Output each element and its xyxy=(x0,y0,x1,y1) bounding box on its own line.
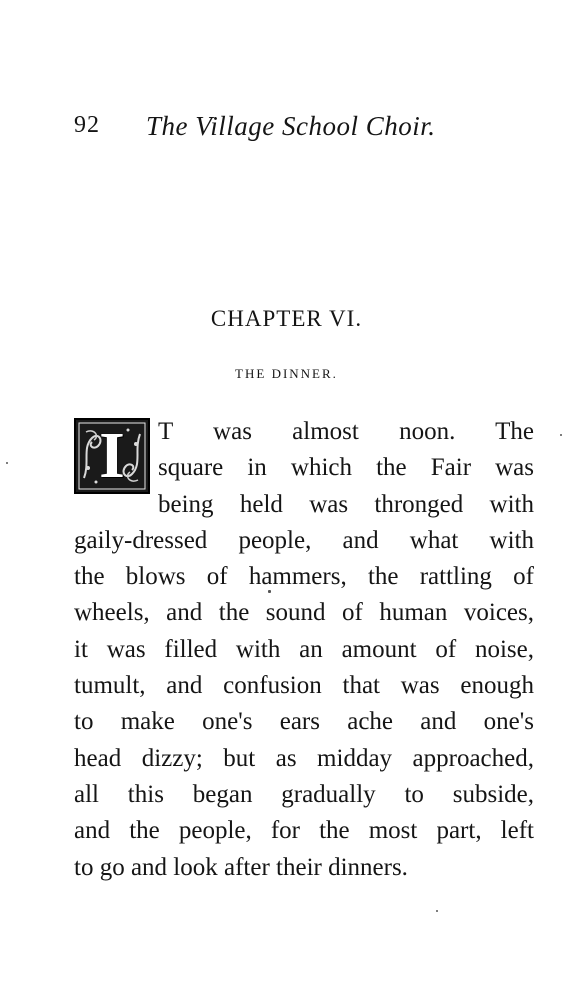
ink-speck xyxy=(436,910,438,912)
running-head xyxy=(74,112,474,146)
text-line: the blows of hammers, the rattling of xyxy=(74,563,534,591)
text-line: being held was thronged with xyxy=(158,490,534,518)
page-number: 92 xyxy=(74,112,100,138)
drop-cap xyxy=(74,418,150,494)
chapter-heading: CHAPTER VI. xyxy=(210,306,363,331)
text-line: head dizzy; but as midday approached, xyxy=(74,744,534,772)
chapter-subheading: THE DINNER. xyxy=(235,366,338,381)
text-line: and the people, for the most part, left xyxy=(74,817,534,845)
ink-speck xyxy=(6,462,8,464)
text-line: tumult, and confusion that was enough xyxy=(74,672,534,700)
drop-cap-letter: I xyxy=(99,419,125,492)
text-line: wheels, and the sound of human voices, xyxy=(74,599,534,627)
text-line: to go and look after their dinners. xyxy=(74,853,408,881)
text-line: it was filled with an amount of noise, xyxy=(74,635,534,663)
text-line: to make one's ears ache and one's xyxy=(74,708,534,736)
ink-speck xyxy=(560,434,562,436)
text-line: square in which the Fair was xyxy=(158,454,534,482)
running-title: The Village School Choir. xyxy=(146,111,436,141)
text-line: gaily-dressed people, and what with xyxy=(74,526,534,554)
ink-speck xyxy=(268,590,271,593)
text-line: all this began gradually to subside, xyxy=(74,780,534,808)
text-line: T was almost noon. The xyxy=(158,418,534,445)
body-text xyxy=(74,414,534,886)
